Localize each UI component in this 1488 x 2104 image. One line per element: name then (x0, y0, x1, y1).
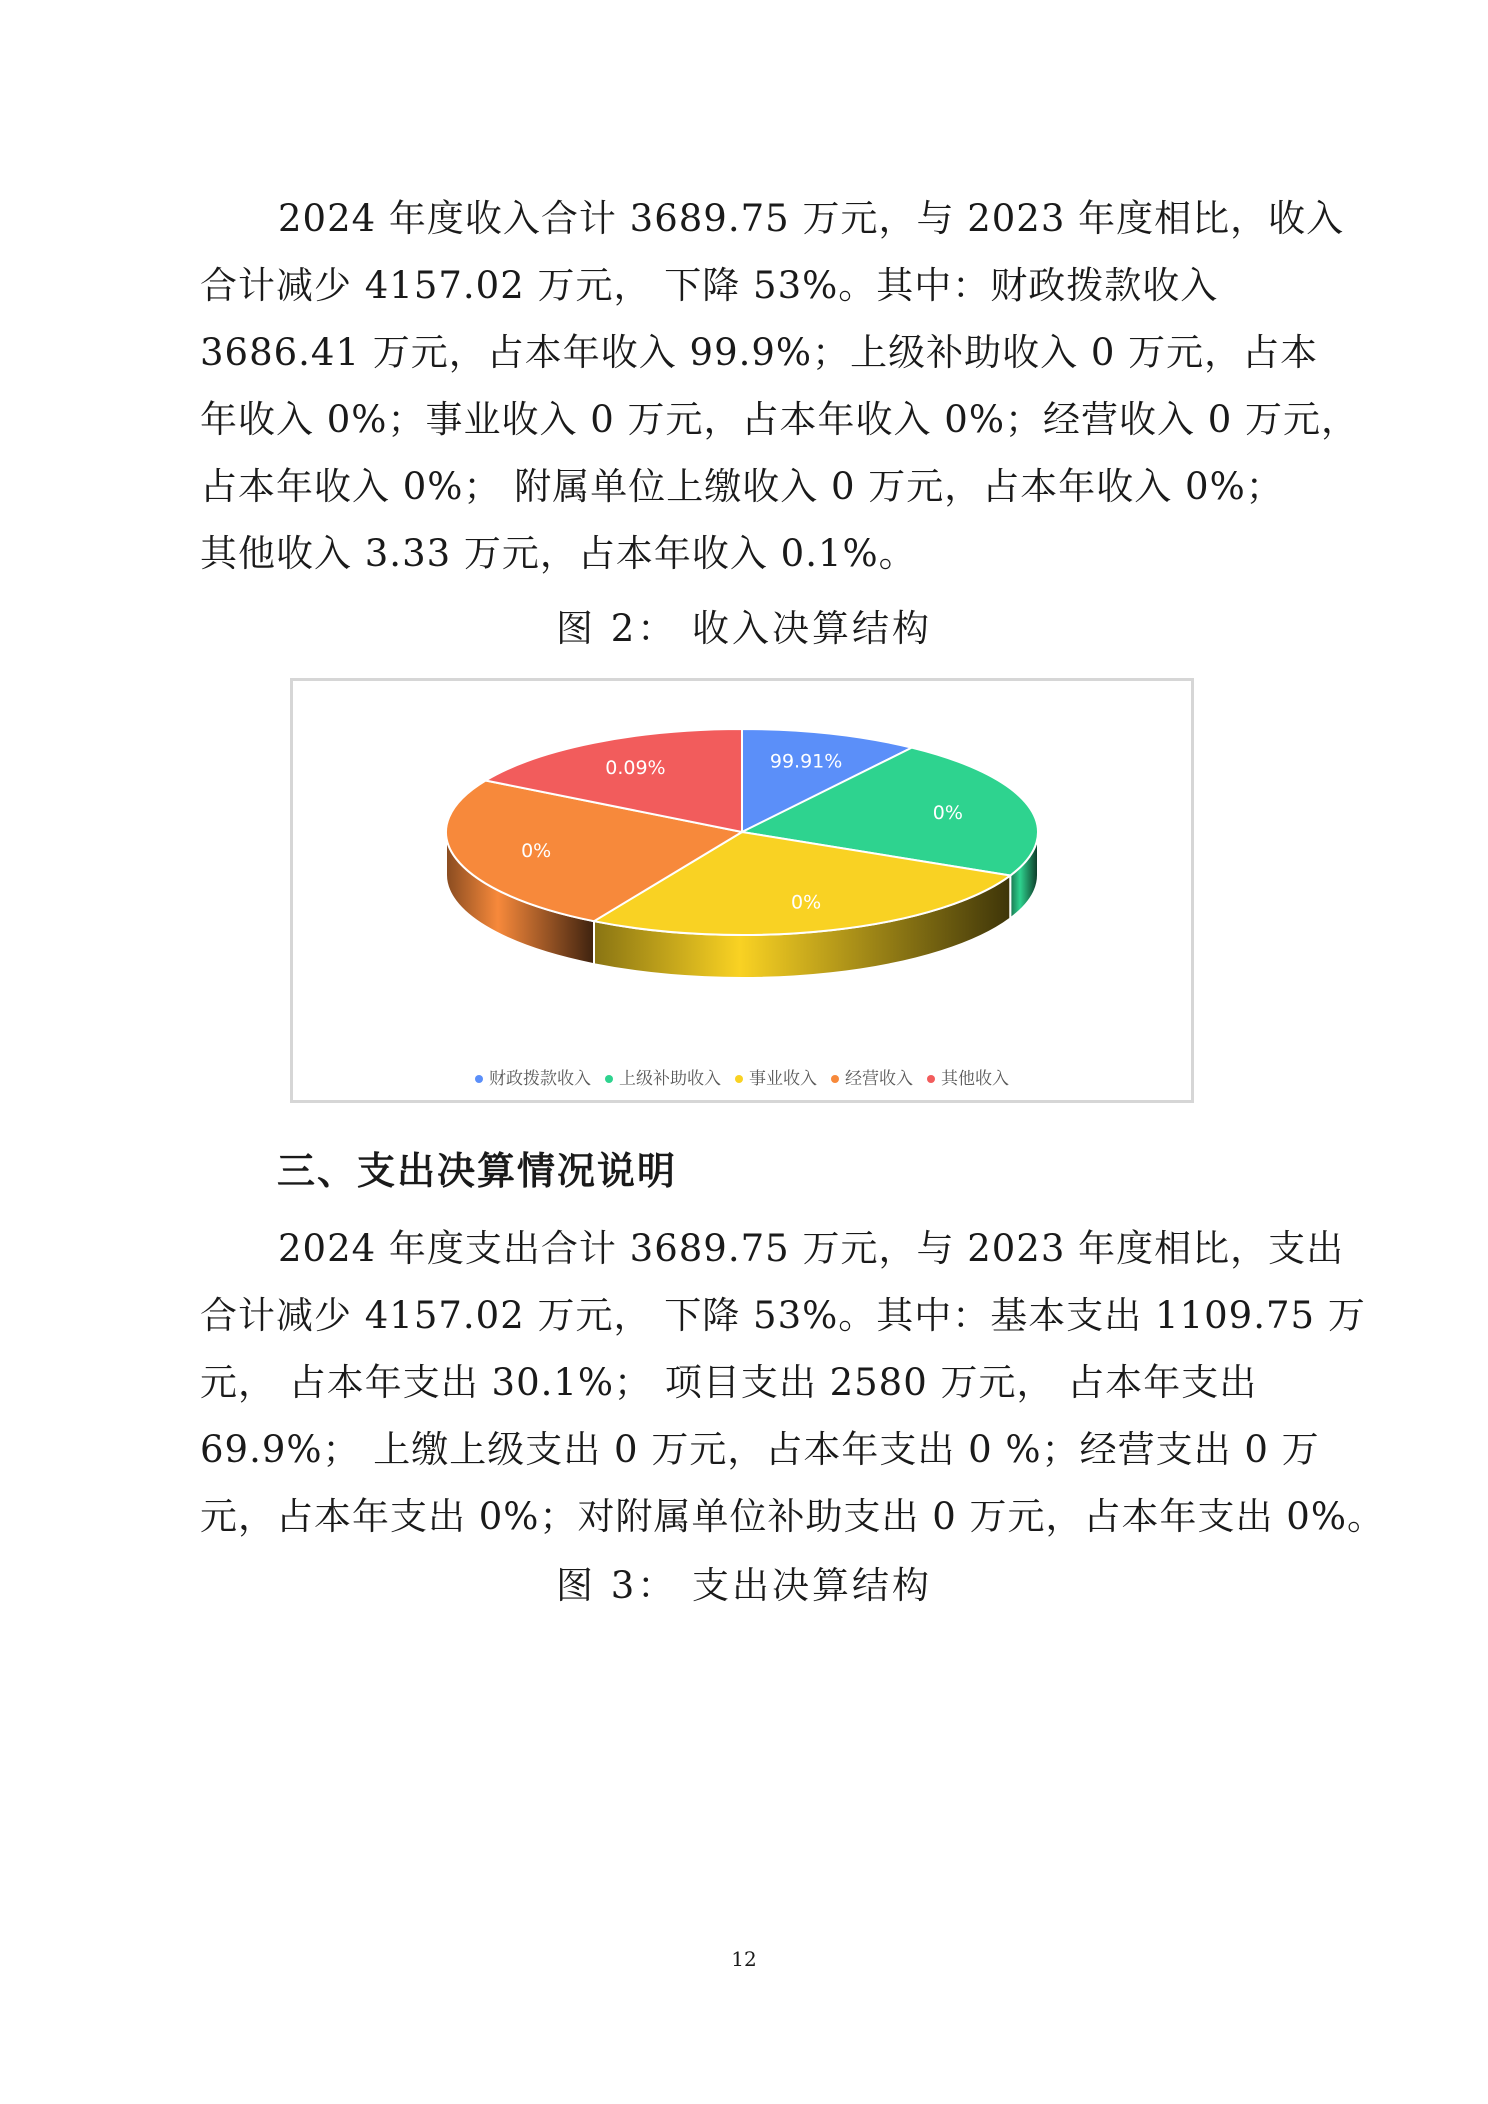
pie-data-label: 0% (932, 801, 963, 824)
legend-marker-icon (927, 1075, 935, 1083)
legend-item (831, 1064, 913, 1089)
pie-data-label: 0% (521, 840, 552, 863)
legend-item (735, 1064, 817, 1089)
income-line: 其他收入 3.33 万元，占本年收入 0.1%。 (200, 532, 917, 575)
income-line: 3686.41 万元，占本年收入 99.9%；上级补助收入 0 万元，占本 (200, 331, 1319, 374)
figure-2-caption: 图 2： 收入决算结构 (555, 607, 933, 650)
legend-marker-icon (831, 1075, 839, 1083)
legend-label: 事业收入 (749, 1069, 817, 1089)
legend-item (475, 1064, 591, 1089)
chart-legend (293, 1064, 1191, 1089)
expense-line: 69.9%； 上缴上级支出 0 万元，占本年支出 0 %；经营支出 0 万 (200, 1428, 1320, 1471)
expense-paragraph (200, 1215, 1385, 1550)
legend-label: 其他收入 (941, 1069, 1009, 1089)
legend-marker-icon (605, 1075, 613, 1083)
pie-data-label: 99.91% (769, 750, 843, 773)
legend-marker-icon (735, 1075, 743, 1083)
income-line: 合计减少 4157.02 万元， 下降 53%。其中：财政拨款收入 (200, 264, 1219, 307)
income-structure-chart (290, 678, 1194, 1103)
legend-label: 财政拨款收入 (489, 1069, 591, 1089)
pie-data-label: 0.09% (605, 756, 666, 779)
expense-line: 元，占本年支出 0%；对附属单位补助支出 0 万元，占本年支出 0%。 (200, 1495, 1385, 1538)
pie-data-label: 0% (791, 891, 822, 914)
section-heading: 三、支出决算情况说明 (277, 1149, 678, 1193)
page-number: 12 (731, 1947, 757, 1971)
figure-3-caption: 图 3： 支出决算结构 (555, 1564, 933, 1607)
expense-line: 合计减少 4157.02 万元， 下降 53%。其中：基本支出 1109.75 万 (200, 1294, 1366, 1337)
income-paragraph (200, 185, 1360, 587)
expense-line: 元， 占本年支出 30.1%； 项目支出 2580 万元， 占本年支出 (200, 1361, 1258, 1404)
income-line: 占本年收入 0%； 附属单位上缴收入 0 万元，占本年收入 0%； (200, 465, 1284, 508)
expense-line: 2024 年度支出合计 3689.75 万元，与 2023 年度相比，支出 (278, 1227, 1345, 1270)
pie-chart (293, 681, 1191, 1100)
legend-item (605, 1064, 721, 1089)
legend-label: 上级补助收入 (619, 1069, 721, 1089)
legend-item (927, 1064, 1009, 1089)
legend-marker-icon (475, 1075, 483, 1083)
legend-label: 经营收入 (845, 1069, 913, 1089)
income-line: 年收入 0%；事业收入 0 万元，占本年收入 0%；经营收入 0 万元， (200, 398, 1360, 441)
income-line: 2024 年度收入合计 3689.75 万元，与 2023 年度相比，收入 (278, 197, 1345, 240)
